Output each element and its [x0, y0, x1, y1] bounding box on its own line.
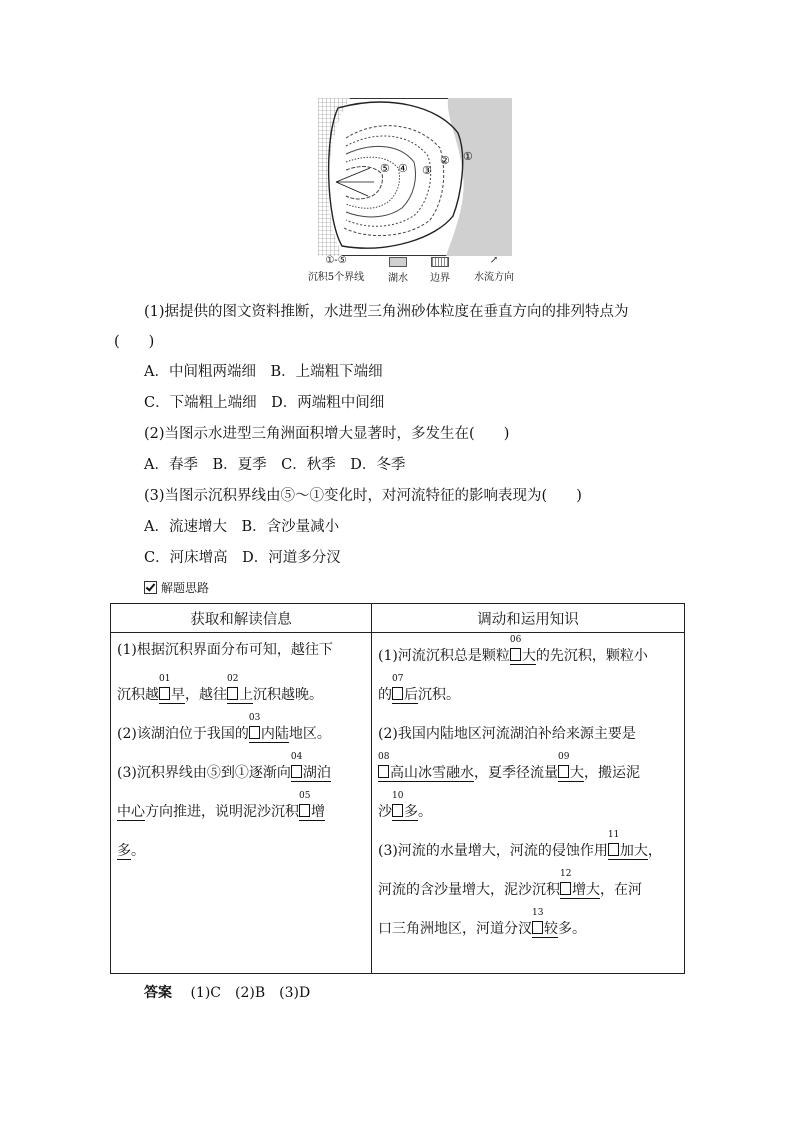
table-header-right: 调动和运用知识 — [372, 604, 685, 633]
label-3: ③ — [422, 164, 432, 177]
blank-11: 11 加大 — [607, 830, 648, 859]
table-cell-right: (1)河流沉积总是颗粒 06 大的先沉积，颗粒小 的 07 后沉积。 (2)我国内陆地区河流湖泊补给来源主要是 08 高山冰雪融水，夏季径流量 09 大，搬运泥 沙 10 多。 (3)河流的水量增大，河流的侵蚀作用 11 加大， 河流的含沙量增大，泥沙沉积 12 增大，在河 口三角洲地区，河道分汊 13 较多。 — [372, 633, 685, 974]
blank-10: 10 多 — [392, 791, 418, 820]
legend-boundaries: ①-⑤ 沉积5个界线 — [307, 255, 365, 283]
analysis-table — [110, 603, 685, 974]
blank-01: 01 早 — [159, 674, 185, 703]
answer-label: 答案 — [144, 985, 172, 1001]
legend-boundary: 边界 — [422, 256, 458, 284]
table-cell-left: (1)根据沉积界面分布可知，越往下 沉积越 01 早，越往 02 上沉积越晚。 (2)该湖泊位于我国的 03 内陆地区。 (3)沉积界线由⑤到①逐渐向 04 湖泊 中心方向推进，说明泥沙沉积 05 增 多。 — [111, 633, 372, 974]
question-3-options-cd: C．河床增高 D．河道多分汊 — [144, 550, 341, 566]
figure-legend — [306, 256, 526, 286]
hint-label: 解题思路 — [161, 581, 210, 595]
blank-12: 12 增大 — [560, 869, 600, 898]
blank-07: 07 后 — [392, 674, 418, 703]
delta-figure — [318, 98, 512, 256]
question-1-options-ab: A．中间粗两端细 B．上端粗下端细 — [144, 364, 383, 380]
question-2-options: A．春季 B．夏季 C．秋季 D．冬季 — [144, 457, 406, 473]
label-5: ⑤ — [380, 162, 390, 175]
answer-line — [144, 982, 310, 1002]
blank-03: 03 内陆 — [248, 713, 289, 742]
checkbox-icon — [144, 581, 157, 594]
answer-text: (1)C (2)B (3)D — [190, 985, 311, 1001]
legend-flow: ↗ 水流方向 — [466, 256, 522, 283]
blank-05: 05 增 — [299, 791, 325, 820]
question-3: (3)当图示沉积界线由⑤～①变化时，对河流特征的影响表现为( ) — [144, 488, 582, 504]
solution-hint — [144, 579, 209, 596]
legend-lake: 湖水 — [380, 256, 416, 284]
label-2: ② — [440, 154, 450, 167]
question-1-bracket: ( ) — [114, 334, 155, 350]
lake-swatch — [389, 257, 407, 267]
question-3-options-ab: A．流速增大 B．含沙量减小 — [144, 519, 340, 535]
label-1: ① — [463, 150, 473, 163]
boundary-swatch — [431, 257, 449, 267]
blank-04: 04 湖泊 — [290, 752, 331, 781]
blank-09: 09 大 — [558, 752, 584, 781]
blank-06: 06 大 — [509, 635, 536, 664]
blank-08: 08 高山冰雪融水 — [378, 752, 474, 781]
label-4: ④ — [398, 162, 408, 175]
question-1: (1)据提供的图文资料推断，水进型三角洲砂体粒度在垂直方向的排列特点为 — [144, 304, 629, 320]
question-1-options-cd: C．下端粗上端细 D．两端粗中间细 — [144, 395, 385, 411]
delta-diagram — [318, 98, 512, 256]
flow-arrow-icon: ↗ — [489, 255, 499, 266]
question-2: (2)当图示水进型三角洲面积增大显著时，多发生在( ) — [144, 426, 510, 442]
blank-13: 13 较 — [532, 908, 558, 937]
blank-02: 02 上 — [227, 674, 253, 703]
table-header-left: 获取和解读信息 — [111, 604, 372, 633]
